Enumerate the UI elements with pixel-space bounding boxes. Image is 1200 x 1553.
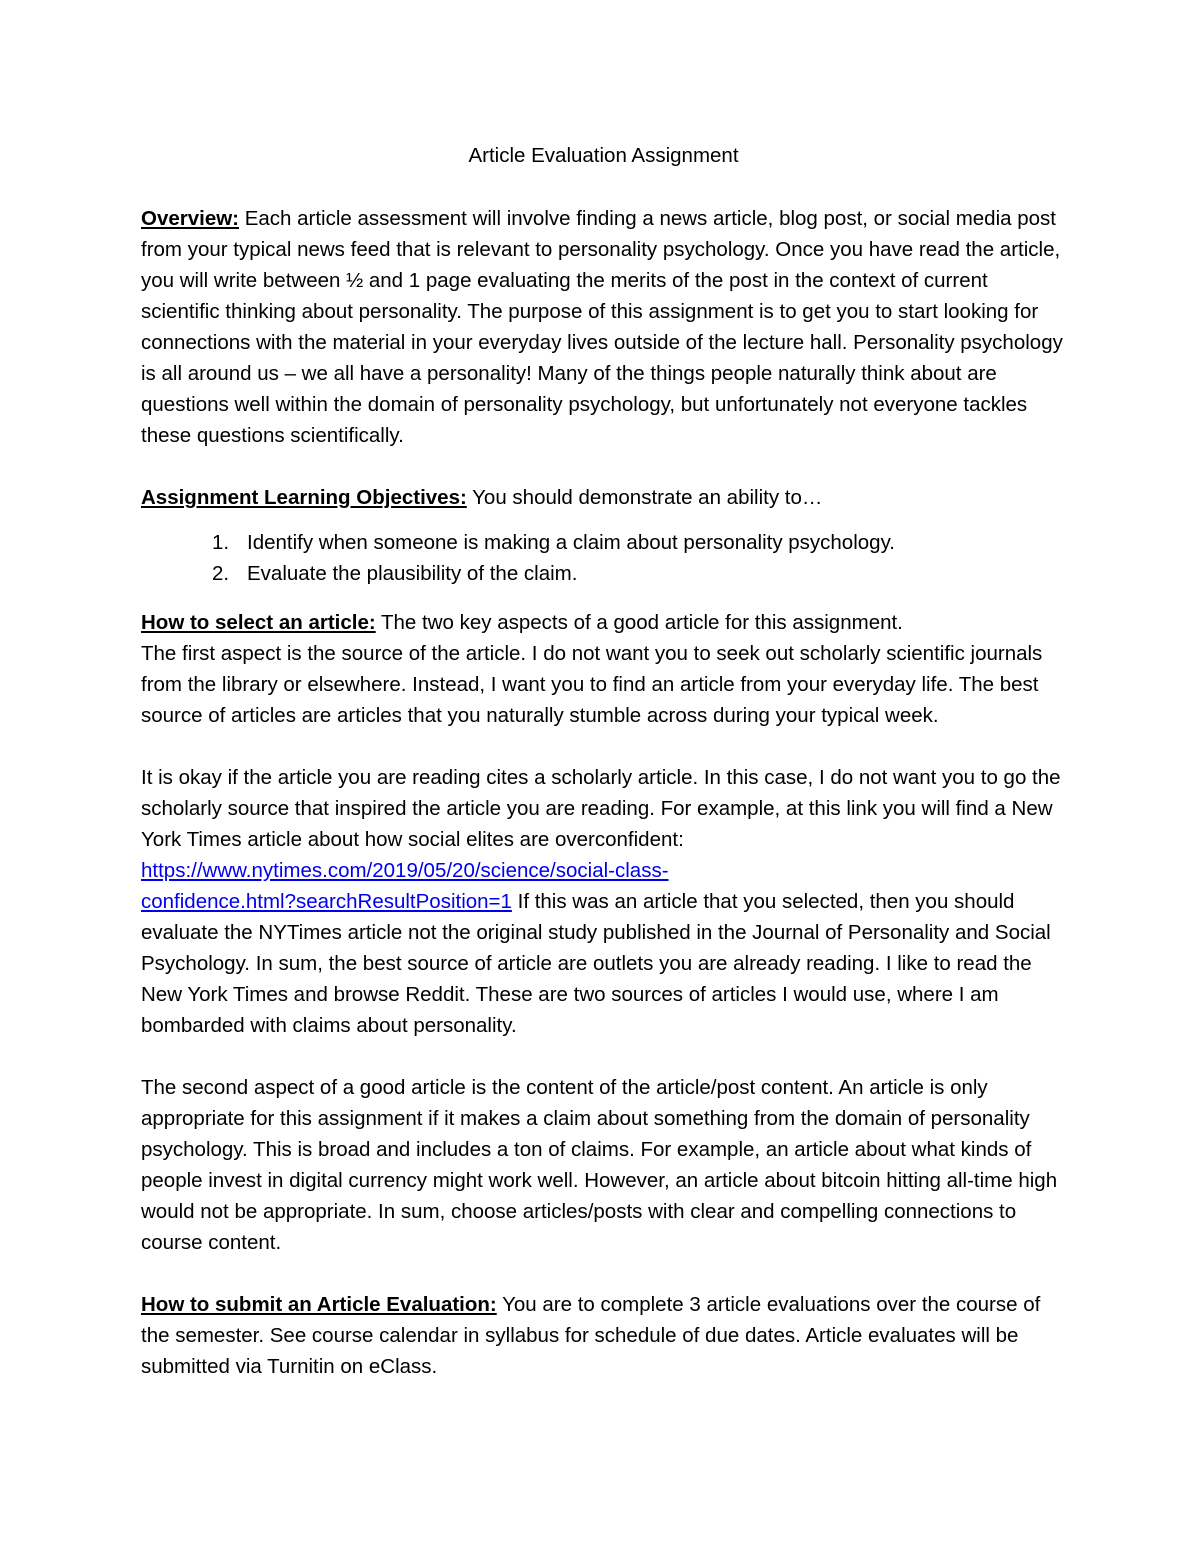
objectives-heading: Assignment Learning Objectives: (141, 486, 467, 509)
select-heading: How to select an article: (141, 611, 376, 634)
submit-heading: How to submit an Article Evaluation: (141, 1293, 497, 1316)
overview-text: Each article assessment will involve finding a news article, blog post, or social media post from your typical news feed that is relevant to personality psychology. Once you have read the article, you will write between ½ and 1 page evaluating the merits of the post in the context of current scientific thinking about personality. The purpose of this assignment is to get you to start looking for connections with the material in your everyday lives outside of the lecture hall. Personality psychology is all around us – we all have a personality! Many of the things people naturally think about are questions well within the domain of personality psychology, but unfortunately not everyone tackles these questions scientifically. (141, 207, 1063, 447)
document-title: Article Evaluation Assignment (468, 144, 739, 167)
select-intro: The two key aspects of a good article for this assignment. (375, 611, 903, 634)
list-item-text: Identify when someone is making a claim about personality psychology. (247, 531, 895, 554)
list-item (212, 527, 1066, 558)
source-text-after: If this was an article that you selected, then you should evaluate the NYTimes article not the original study published in the Journal of Personality and Social Psychology. In sum, the best source of article are outlets you are already reading. I like to read the New York Times and browse Reddit. These are two sources of articles I would use, where I am bombarded with claims about personality. (141, 890, 1051, 1037)
list-item-number: 2. (212, 562, 230, 585)
link-line-1[interactable]: https://www.nytimes.com/2019/05/20/science/social-class- (141, 859, 669, 882)
submit-paragraph (141, 1289, 1066, 1382)
submit-text: You are to complete 3 article evaluations over the course of the semester. See course calendar in syllabus for schedule of due dates. Article evaluates will be submitted via Turnitin on eClass. (141, 1293, 1041, 1378)
overview-heading: Overview: (141, 207, 239, 230)
select-second-aspect: The second aspect of a good article is the content of the article/post content. An article is only appropriate for this assignment if it makes a claim about something from the domain of personality psychology. This is broad and includes a ton of claims. For example, an article about what kinds of people invest in digital currency might work well. However, an article about bitcoin hitting all-time high would not be appropriate. In sum, choose articles/posts with clear and compelling connections to course content. (141, 1076, 1058, 1254)
overview-paragraph (141, 203, 1066, 451)
document-page (141, 140, 1066, 1382)
select-source-paragraph (141, 762, 1066, 1041)
link-line-2[interactable]: confidence.html?searchResultPosition=1 (141, 890, 512, 913)
source-text-before: It is okay if the article you are reading cites a scholarly article. In this case, I do not want you to go the scholarly source that inspired the article you are reading. For example, at this link you will find a New York Times article about how social elites are overconfident: (141, 766, 1061, 851)
objectives-intro: You should demonstrate an ability to… (466, 486, 823, 509)
select-first-aspect: The first aspect is the source of the article. I do not want you to seek out scholarly scientific journals from the library or elsewhere. Instead, I want you to find an article from your everyday life. The best source of articles are articles that you naturally stumble across during your typical week. (141, 642, 1043, 727)
list-item (212, 558, 1066, 589)
select-intro-paragraph (141, 607, 1066, 638)
list-item-text: Evaluate the plausibility of the claim. (247, 562, 578, 585)
objectives-list (141, 527, 1066, 589)
objectives-paragraph (141, 482, 1066, 513)
list-item-number: 1. (212, 531, 230, 554)
